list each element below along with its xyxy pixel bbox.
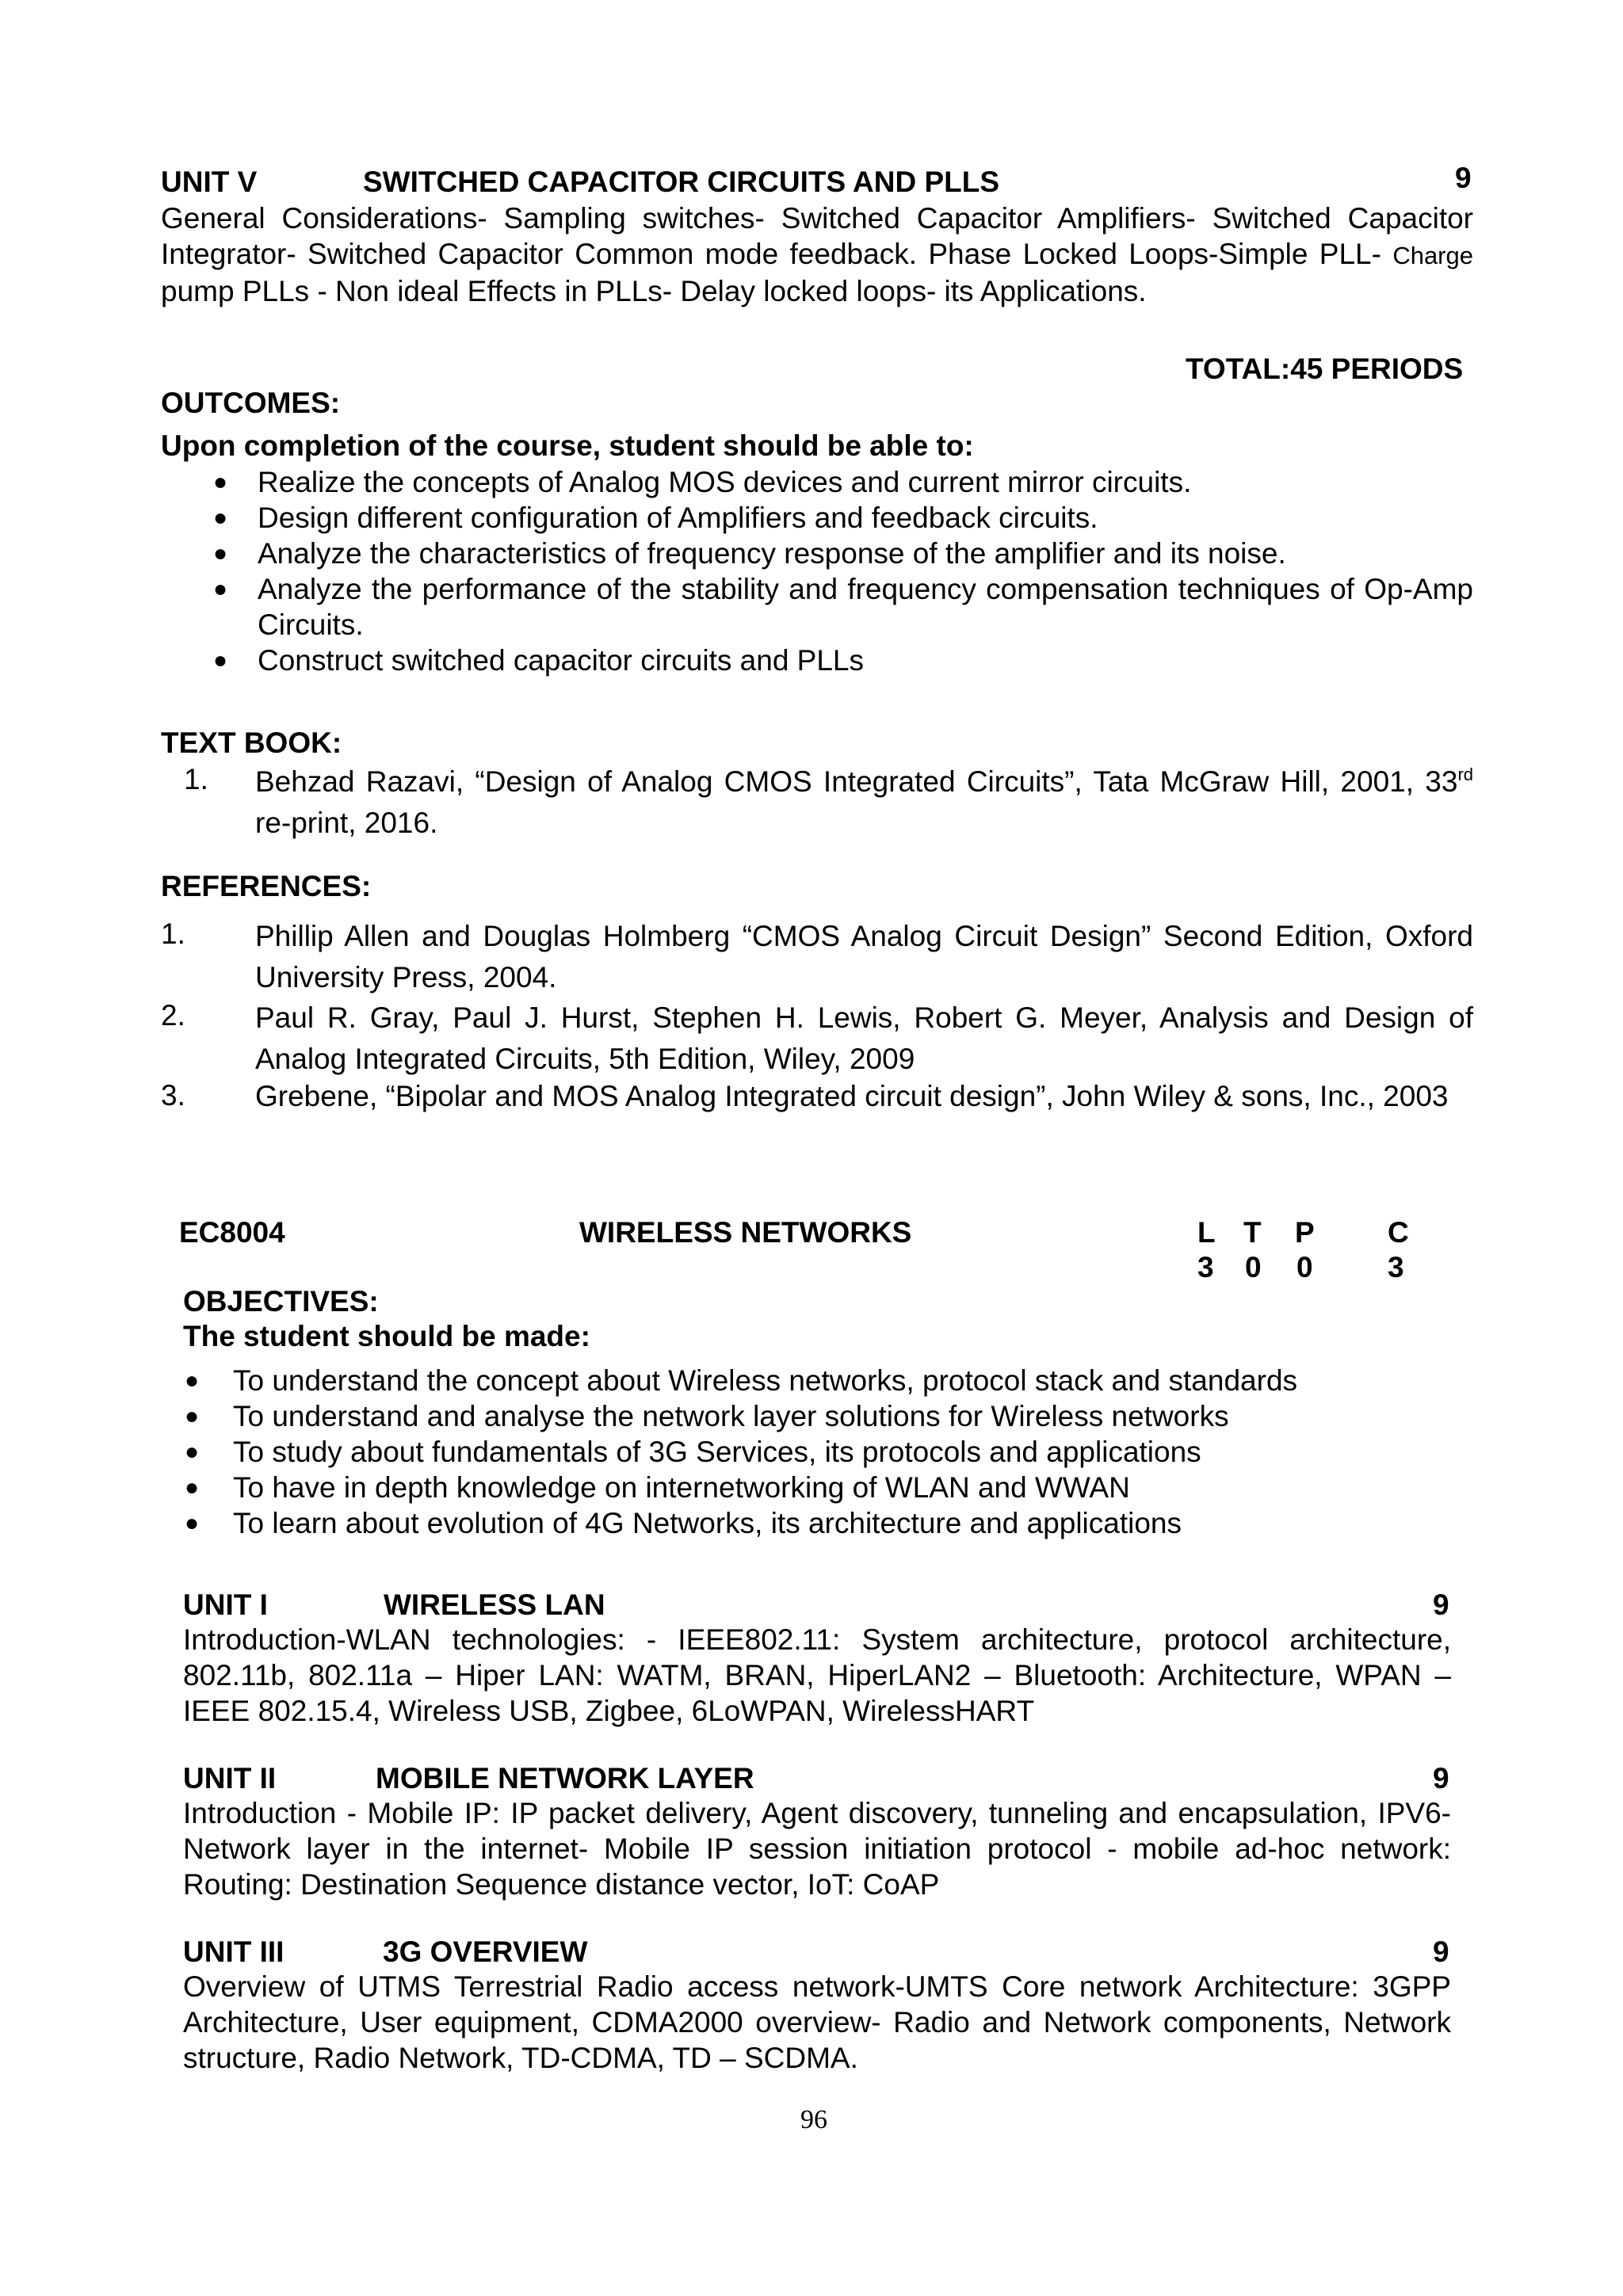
- reference-item-2: Paul R. Gray, Paul J. Hurst, Stephen H. Lewis, Robert G. Meyer, Analysis and Design of Analog Integrated Circuits, 5th Edition, Wiley, 2009: [255, 1001, 1473, 1075]
- list-item: ● Design different configuration of Amplifiers and feedback circuits.: [213, 502, 1098, 534]
- reference-item-1: Phillip Allen and Douglas Holmberg “CMOS Analog Circuit Design” Second Edition, Oxford University Press, 2004.: [255, 920, 1473, 994]
- bullet-icon: ●: [213, 540, 228, 566]
- textbook-num: 1.: [184, 763, 208, 795]
- list-item: ● Construct switched capacitor circuits and PLLs: [213, 644, 865, 677]
- reference-num-2: 2.: [161, 999, 185, 1032]
- bullet-icon: ●: [213, 469, 228, 495]
- ltpc-value-l: 3: [1197, 1251, 1214, 1283]
- outcomes-intro: Upon completion of the course, student should be able to:: [161, 429, 974, 462]
- references-heading: REFERENCES:: [161, 870, 372, 902]
- ltpc-header-t: T: [1243, 1216, 1262, 1249]
- outcomes-list: [161, 464, 1473, 678]
- unit2-hours: 9: [1433, 1762, 1449, 1794]
- ltpc-header-p: P: [1295, 1216, 1315, 1249]
- unit5-body: [161, 200, 1473, 309]
- textbook-heading: TEXT BOOK:: [161, 727, 342, 759]
- outcomes-heading: OUTCOMES:: [161, 387, 341, 419]
- objectives-intro: The student should be made:: [183, 1320, 590, 1352]
- objectives-heading: OBJECTIVES:: [183, 1285, 379, 1318]
- ltpc-value-t: 0: [1245, 1251, 1262, 1283]
- list-item: ● Realize the concepts of Analog MOS devices and current mirror circuits.: [213, 466, 1192, 498]
- list-item: ● Analyze the performance of the stability and frequency compensation techniques of Op-Amp Circuits.: [213, 573, 1473, 641]
- unit3-label: UNIT III: [183, 1936, 285, 1968]
- list-item: ● Analyze the characteristics of frequency response of the amplifier and its noise.: [213, 537, 1286, 570]
- unit5-label: UNIT V: [161, 166, 258, 198]
- reference-num-3: 3.: [161, 1079, 185, 1112]
- objectives-list: [158, 1363, 1506, 1541]
- textbook-entry: Behzad Razavi, “Design of Analog CMOS Integrated Circuits”, Tata McGraw Hill, 2001, 33rd re-print, 2016.: [255, 765, 1473, 839]
- page-number: 96: [800, 2105, 827, 2134]
- ltpc-value-c: 3: [1388, 1251, 1404, 1283]
- unit5-body-tail: pump PLLs - Non ideal Effects in PLLs- Delay locked loops- its Applications.: [161, 275, 1147, 307]
- unit1-hours: 9: [1433, 1589, 1449, 1621]
- list-item: ● To understand and analyse the network layer solutions for Wireless networks: [185, 1400, 1229, 1432]
- unit1-label: UNIT I: [183, 1589, 268, 1621]
- unit5-hours: 9: [1455, 162, 1472, 194]
- unit1-body: Introduction-WLAN technologies: - IEEE802.11: System architecture, protocol architecture, 802.11b, 802.11a – Hiper LAN: WATM, BRAN, HiperLAN2 – Bluetooth: Architecture, WPAN – IEEE 802.15.4, Wireless USB, Zigbee, 6LoWPAN, WirelessHART: [183, 1623, 1451, 1727]
- bullet-icon: ●: [213, 505, 228, 531]
- reference-num-1: 1.: [161, 917, 185, 950]
- bullet-icon: ●: [185, 1403, 200, 1429]
- ltpc-header-l: L: [1197, 1216, 1216, 1249]
- unit2-body: Introduction - Mobile IP: IP packet delivery, Agent discovery, tunneling and encapsulation, IPV6-Network layer in the internet- Mobile IP session initiation protocol - mobile ad-hoc network: Routing: Destination Sequence distance vector, IoT: CoAP: [183, 1797, 1451, 1901]
- unit1-title: WIRELESS LAN: [384, 1589, 605, 1621]
- bullet-icon: ●: [213, 647, 228, 673]
- unit2-label: UNIT II: [183, 1762, 277, 1794]
- list-item: ● To have in depth knowledge on internetworking of WLAN and WWAN: [185, 1471, 1130, 1504]
- unit2-title: MOBILE NETWORK LAYER: [376, 1762, 754, 1794]
- reference-item-3: Grebene, “Bipolar and MOS Analog Integrated circuit design”, John Wiley & sons, Inc., 2003: [255, 1080, 1449, 1112]
- total-periods: TOTAL:45 PERIODS: [1186, 353, 1464, 385]
- course-title: WIRELESS NETWORKS: [579, 1216, 912, 1249]
- unit5-title: SWITCHED CAPACITOR CIRCUITS AND PLLS: [363, 166, 1000, 198]
- bullet-icon: ●: [213, 576, 228, 602]
- bullet-icon: ●: [185, 1367, 200, 1394]
- ltpc-header-c: C: [1388, 1216, 1409, 1249]
- ltpc-value-p: 0: [1296, 1251, 1313, 1283]
- bullet-icon: ●: [185, 1474, 200, 1501]
- unit3-title: 3G OVERVIEW: [383, 1936, 588, 1968]
- unit3-body: Overview of UTMS Terrestrial Radio access network-UMTS Core network Architecture: 3GPP Architecture, User equipment, CDMA2000 overview- Radio and Network components, Network structure, Radio Network, TD-CDMA, TD – SCDMA.: [183, 1970, 1451, 2074]
- bullet-icon: ●: [185, 1510, 200, 1536]
- bullet-icon: ●: [185, 1439, 200, 1465]
- list-item: ● To learn about evolution of 4G Networks, its architecture and applications: [185, 1507, 1182, 1539]
- list-item: ● To understand the concept about Wireless networks, protocol stack and standards: [185, 1364, 1298, 1397]
- course-code: EC8004: [179, 1216, 285, 1249]
- list-item: ● To study about fundamentals of 3G Services, its protocols and applications: [185, 1436, 1201, 1468]
- unit5-body-main: General Considerations- Sampling switches- Switched Capacitor Amplifiers- Switched Capacitor Integrator- Switched Capacitor Common mode feedback. Phase Locked Loops-Simple PLL-: [161, 202, 1473, 270]
- unit3-hours: 9: [1433, 1936, 1449, 1968]
- unit5-body-small: Charge: [1392, 242, 1473, 269]
